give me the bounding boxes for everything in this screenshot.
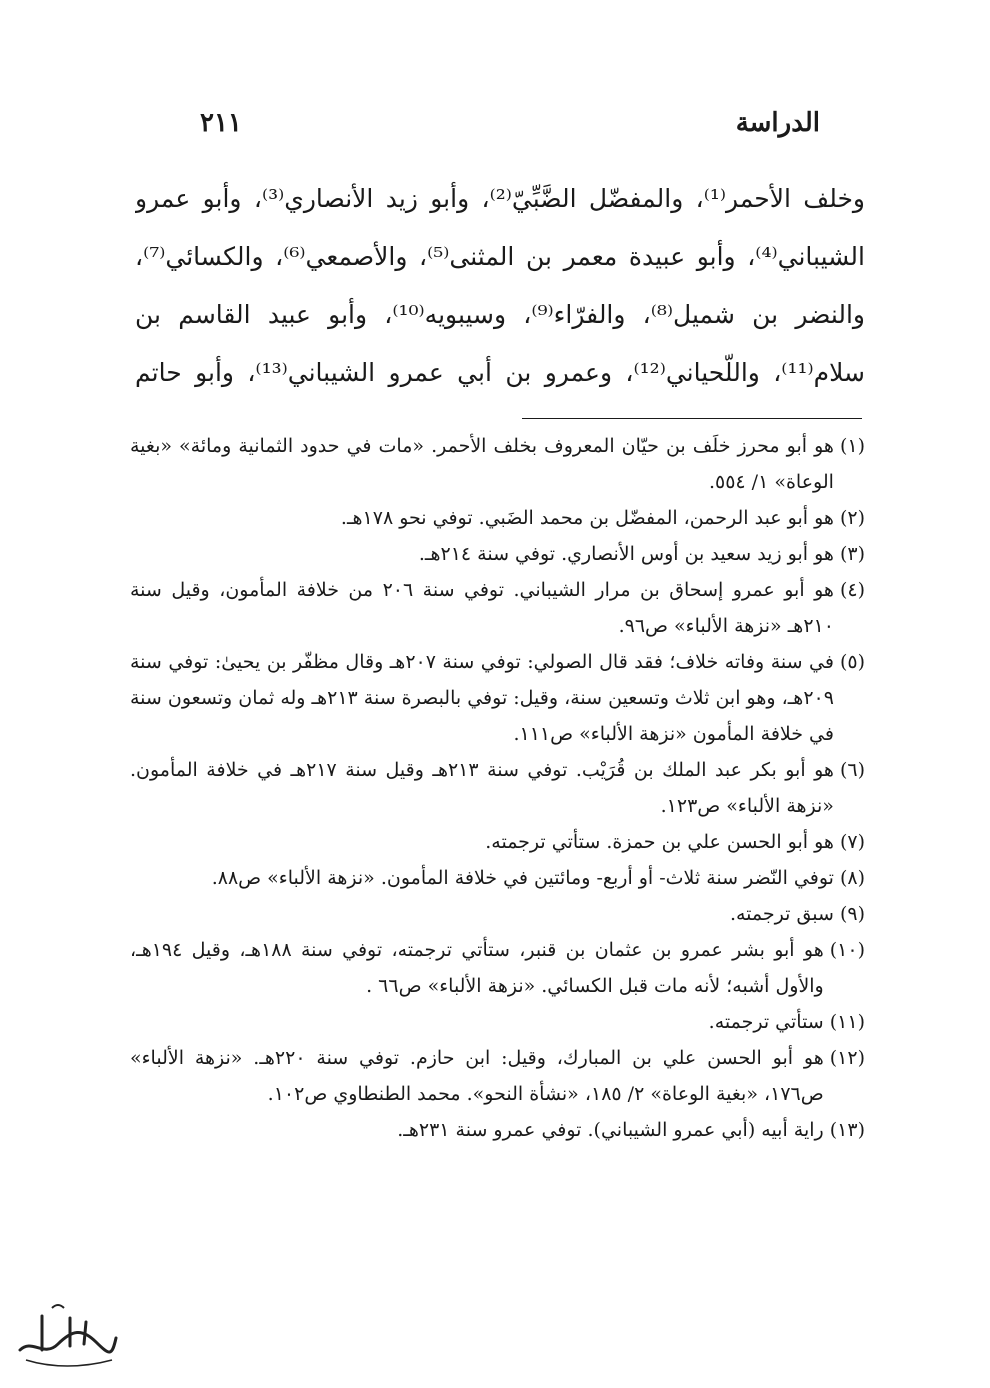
footnote-number: (٢) <box>839 507 865 529</box>
footnote <box>130 932 865 1004</box>
footnote-number: (٣) <box>839 543 865 565</box>
page-header <box>200 108 820 152</box>
footnote-text: هو أبو زيد سعيد بن أوس الأنصاري. توفي سنة ٢١٤هـ. <box>418 543 834 565</box>
footnote-text: هو أبو الحسن علي بن المبارك، وقيل: ابن حازم. توفي سنة ٢٢٠هـ. «نزهة الألباء» ص١٧٦، «بغية الوعاة» ٢/ ١٨٥، «نشأة النحو». محمد الطنطاوي ص١٠٢. <box>130 1047 824 1105</box>
footnote-text: هو أبو عبد الرحمن، المفضّل بن محمد الضَبي. توفي نحو ١٧٨هـ. <box>340 507 834 529</box>
footnote <box>130 860 865 896</box>
footnote <box>130 500 865 536</box>
footnotes <box>130 428 865 1148</box>
footnote-number: (١١) <box>829 1011 865 1033</box>
main-text <box>135 170 865 402</box>
page-number: ٢١١ <box>200 108 242 138</box>
footnote <box>130 644 865 752</box>
footnote <box>130 1040 865 1112</box>
footnote-divider <box>522 418 862 419</box>
footnote-number: (٨) <box>839 867 865 889</box>
footnote-text: هو أبو بكر عبد الملك بن قُرَيْب. توفي سنة ٢١٣هـ وقيل سنة ٢١٧هـ في خلافة المأمون. «نزهة الألباء» ص١٢٣. <box>130 759 834 817</box>
footnote-text: ستأتي ترجمته. <box>708 1011 824 1033</box>
footnote-number: (٥) <box>839 651 865 673</box>
footnote-number: (٤) <box>839 579 865 601</box>
footnote <box>130 824 865 860</box>
page-title: الدراسة <box>735 108 820 138</box>
footnote-text: سبق ترجمته. <box>729 903 834 925</box>
footnote-text: توفي النّضر سنة ثلاث- أو أربع- ومائتين في خلافة المأمون. «نزهة الألباء» ص٨٨. <box>211 867 834 889</box>
footnote <box>130 1004 865 1040</box>
footnote-text: هو أبو عمرو إسحاق بن مرار الشيباني. توفي سنة ٢٠٦ من خلافة المأمون، وقيل سنة ٢١٠هـ «نزهة الألباء» ص٩٦. <box>130 579 834 637</box>
footnote-number: (١٣) <box>829 1119 865 1141</box>
footnote <box>130 1112 865 1148</box>
footnote <box>130 572 865 644</box>
footnote-number: (١٠) <box>829 939 865 961</box>
footnote <box>130 752 865 824</box>
main-line: والنضر بن شميل⁽⁸⁾، والفرّاء⁽⁹⁾، وسيبويه⁽¹⁰⁾، وأبو عبيد القاسم بن <box>135 300 865 329</box>
main-line: وخلف الأحمر⁽¹⁾، والمفضّل الضَّبِّيّ⁽²⁾، وأبو زيد الأنصاري⁽³⁾، وأبو عمرو <box>135 184 865 213</box>
main-line: الشيباني⁽⁴⁾، وأبو عبيدة معمر بن المثنى⁽⁵⁾، والأصمعي⁽⁶⁾، والكسائي⁽⁷⁾، <box>135 242 865 271</box>
footnote-number: (١) <box>839 435 865 457</box>
main-line: سلام⁽¹¹⁾، واللّحياني⁽¹²⁾، وعمرو بن أبي عمرو الشيباني⁽¹³⁾، وأبو حاتم <box>135 358 865 387</box>
footnote-text: هو أبو محرز خلَف بن حيّان المعروف بخلف الأحمر. «مات في حدود الثمانية ومائة» «بغية الوعاة» ١/ ٥٥٤. <box>130 435 834 493</box>
footnote-text: هو أبو الحسن علي بن حمزة. ستأتي ترجمته. <box>485 831 834 853</box>
footnote-text: هو أبو بشر عمرو بن عثمان بن قنبر، ستأتي ترجمته، توفي سنة ١٨٨هـ، وقيل ١٩٤هـ، والأول أشبه؛ لأنه مات قبل الكسائي. «نزهة الألباء» ص٦٦ . <box>130 939 824 997</box>
footnote-text: راية أبيه (أبي عمرو الشيباني). توفي عمرو سنة ٢٣١هـ. <box>397 1119 824 1141</box>
footnote-number: (٦) <box>839 759 865 781</box>
footnote-number: (٧) <box>839 831 865 853</box>
footnote <box>130 428 865 500</box>
footnote <box>130 536 865 572</box>
calligraphy-logo <box>12 1298 122 1378</box>
footnote-number: (٩) <box>839 903 865 925</box>
footnote-number: (١٢) <box>829 1047 865 1069</box>
footnote-text: في سنة وفاته خلاف؛ فقد قال الصولي: توفي سنة ٢٠٧هـ وقال مظفّر بن يحيىٰ: توفي سنة ٢٠٩هـ، وهو ابن ثلاث وتسعين سنة، وقيل: توفي بالبصرة سنة ٢١٣هـ وله ثمان وتسعون سنة في خلافة المأمون «نزهة الألباء» ص١١١. <box>130 651 834 745</box>
footnote <box>130 896 865 932</box>
